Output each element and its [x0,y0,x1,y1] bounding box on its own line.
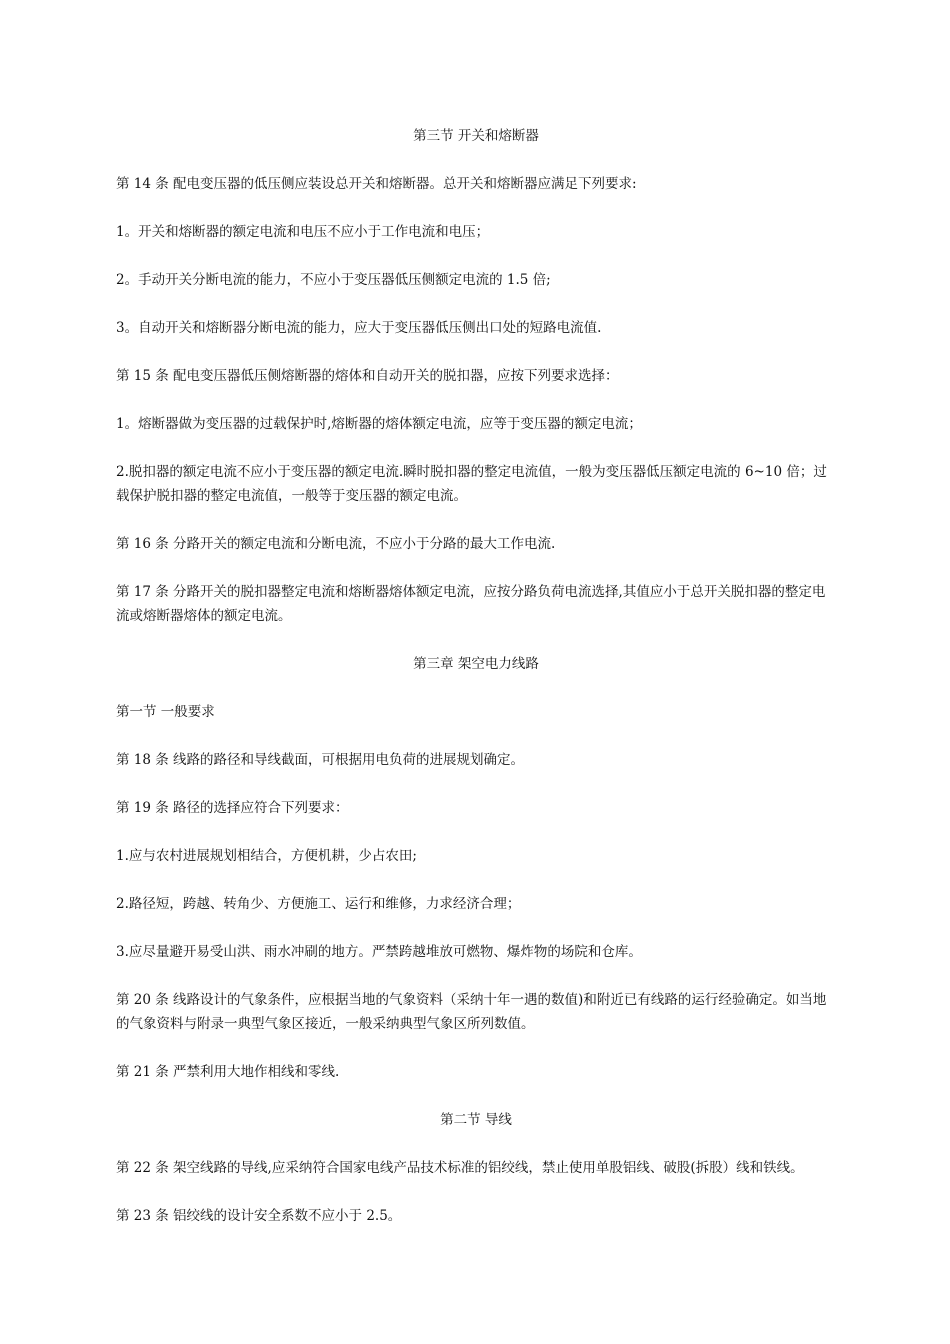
list-item: 2。手动开关分断电流的能力，不应小于变压器低压侧额定电流的 1.5 倍; [116,272,551,288]
section-heading: 第一节 一般要求 [116,704,215,720]
article-19: 第 19 条 路径的选择应符合下列要求： [116,800,349,816]
article-16: 第 16 条 分路开关的额定电流和分断电流，不应小于分路的最大工作电流. [116,536,556,552]
list-item: 3.应尽量避开易受山洪、雨水冲刷的地方。严禁跨越堆放可燃物、爆炸物的场院和仓库。 [116,944,642,960]
article-14: 第 14 条 配电变压器的低压侧应装设总开关和熔断器。总开关和熔断器应满足下列要求: [116,176,637,192]
section-heading: 第二节 导线 [440,1112,512,1128]
article-23: 第 23 条 铝绞线的设计安全系数不应小于 2.5。 [116,1208,402,1224]
list-item: 1。开关和熔断器的额定电流和电压不应小于工作电流和电压； [116,224,490,240]
article-17: 第 17 条 分路开关的脱扣器整定电流和熔断器熔体额定电流，应按分路负荷电流选择,其值应小于总开关脱扣器的整定电流或熔断器熔体的额定电流。 [116,584,826,624]
article-15: 第 15 条 配电变压器低压侧熔断器的熔体和自动开关的脱扣器，应按下列要求选择： [116,368,619,384]
article-20: 第 20 条 线路设计的气象条件，应根据当地的气象资料（采纳十年一遇的数值)和附近已有线路的运行经验确定。如当地的气象资料与附录一典型气象区接近，一般采纳典型气象区所列数值。 [116,992,827,1032]
list-item: 1.应与农村进展规划相结合，方便机耕，少占农田; [116,848,417,864]
list-item: 1。熔断器做为变压器的过载保护时,熔断器的熔体额定电流，应等于变压器的额定电流； [116,416,642,432]
article-21: 第 21 条 严禁利用大地作相线和零线. [116,1064,340,1080]
article-22: 第 22 条 架空线路的导线,应采纳符合国家电线产品技术标准的铝绞线，禁止使用单股铝线、破股(拆股）线和铁线。 [116,1160,804,1176]
article-18: 第 18 条 线路的路径和导线截面，可根据用电负荷的进展规划确定。 [116,752,525,768]
list-item: 2.脱扣器的额定电流不应小于变压器的额定电流.瞬时脱扣器的整定电流值，一般为变压器低压额定电流的 6~10 倍；过载保护脱扣器的整定电流值，一般等于变压器的额定电流。 [116,464,827,504]
list-item: 3。自动开关和熔断器分断电流的能力，应大于变压器低压侧出口处的短路电流值. [116,320,602,336]
document-page [116,124,836,1228]
list-item: 2.路径短，跨越、转角少、方便施工、运行和维修，力求经济合理； [116,896,521,912]
chapter-heading: 第三章 架空电力线路 [413,656,539,672]
section-heading: 第三节 开关和熔断器 [413,128,539,144]
